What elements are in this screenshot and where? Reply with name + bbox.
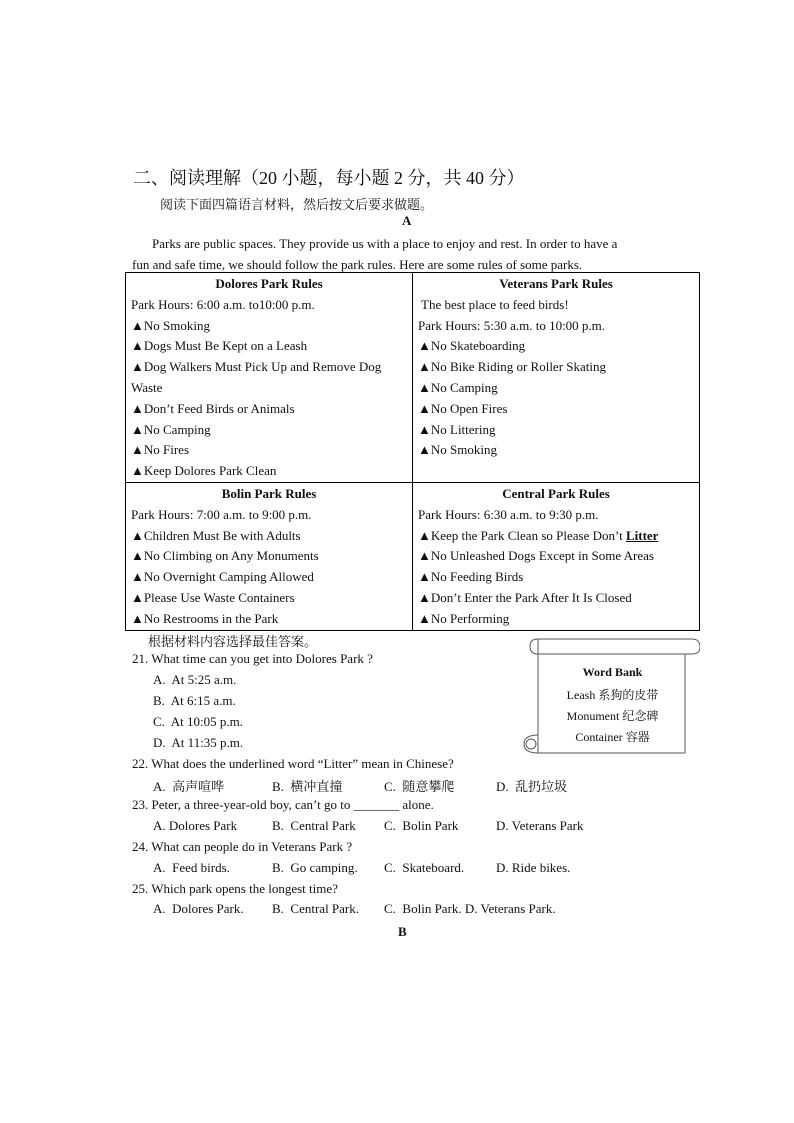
- central-park-cell: [413, 482, 700, 630]
- rule-line: ▲No Bike Riding or Roller Skating: [418, 359, 606, 375]
- rule-line: ▲No Camping: [418, 379, 498, 395]
- rule-line: ▲No Feeding Birds: [418, 569, 524, 585]
- passage-a-letter: A: [402, 213, 412, 228]
- rule-line: ▲No Restrooms in the Park: [131, 610, 279, 626]
- veterans-park-cell: [413, 273, 700, 483]
- question-22-option-a[interactable]: A. 高声喧哗: [153, 779, 225, 794]
- rule-line: ▲Dogs Must Be Kept on a Leash: [131, 338, 308, 354]
- question-23-stem: 23. Peter, a three-year-old boy, can’t go to _______ alone.: [132, 797, 434, 812]
- rule-line: ▲Dog Walkers Must Pick Up and Remove Dog: [131, 359, 382, 375]
- passage-b-letter: B: [398, 924, 407, 939]
- rule-line: ▲Don’t Enter the Park After It Is Closed: [418, 589, 632, 605]
- question-24-stem: 24. What can people do in Veterans Park ?: [132, 839, 353, 854]
- rule-line: Park Hours: 5:30 a.m. to 10:00 p.m.: [418, 317, 606, 333]
- park-rules-table: [125, 272, 700, 631]
- bolin-park-title: Bolin Park Rules: [221, 485, 317, 501]
- rule-line: Waste: [131, 379, 163, 395]
- question-24-option-d[interactable]: D. Ride bikes.: [496, 860, 571, 875]
- question-21-option-d[interactable]: D. At 11:35 p.m.: [153, 735, 244, 750]
- question-21-option-a[interactable]: A. At 5:25 a.m.: [153, 672, 237, 687]
- underlined-word-litter: Litter: [625, 527, 659, 543]
- rule-line: ▲Please Use Waste Containers: [131, 589, 295, 605]
- question-21-option-b[interactable]: B. At 6:15 a.m.: [153, 693, 236, 708]
- question-24-option-c[interactable]: C. Skateboard.: [384, 860, 465, 875]
- litter-rule-prefix: ▲Keep the Park Clean so Please Don’t: [418, 527, 626, 543]
- dolores-park-title: Dolores Park Rules: [215, 276, 323, 291]
- rule-line: ▲No Fires: [131, 442, 190, 458]
- question-22-option-c[interactable]: C. 随意攀爬: [384, 779, 455, 794]
- rule-line: Park Hours: 6:30 a.m. to 9:30 p.m.: [418, 506, 599, 522]
- passage-a-intro: [132, 233, 677, 275]
- word-bank-item: Container 容器: [575, 730, 650, 744]
- word-bank-item: Monument 纪念碑: [566, 709, 659, 723]
- rule-line: ▲No Open Fires: [418, 400, 508, 416]
- rule-line: ▲No Climbing on Any Monuments: [131, 548, 319, 564]
- question-21-option-c[interactable]: C. At 10:05 p.m.: [153, 714, 243, 729]
- rule-line: ▲No Littering: [418, 421, 496, 437]
- question-25-option-b[interactable]: B. Central Park.: [272, 901, 360, 916]
- rule-line: Park Hours: 7:00 a.m. to 9:00 p.m.: [131, 506, 312, 522]
- rule-line: Park Hours: 6:00 a.m. to10:00 p.m.: [131, 296, 315, 312]
- question-24-option-a[interactable]: A. Feed birds.: [153, 860, 230, 875]
- rule-line: ▲No Smoking: [131, 317, 210, 333]
- rule-line: ▲Children Must Be with Adults: [131, 527, 301, 543]
- bolin-park-cell: [126, 482, 413, 630]
- question-22-stem: 22. What does the underlined word “Litter” mean in Chinese?: [132, 756, 454, 771]
- answer-instruction: 根据材料内容选择最佳答案。: [148, 634, 318, 649]
- rule-line: The best place to feed birds!: [418, 296, 569, 312]
- question-23-option-d[interactable]: D. Veterans Park: [496, 818, 584, 833]
- rule-line: ▲No Camping: [131, 421, 211, 437]
- veterans-park-title: Veterans Park Rules: [499, 276, 613, 291]
- question-23-option-c[interactable]: C. Bolin Park: [384, 818, 459, 833]
- question-25-option-a[interactable]: A. Dolores Park.: [153, 901, 244, 916]
- rule-line: ▲Keep Dolores Park Clean: [131, 463, 277, 479]
- reading-instruction: 阅读下面四篇语言材料，然后按文后要求做题。: [160, 197, 434, 212]
- rule-line: [418, 526, 694, 547]
- central-park-title: Central Park Rules: [502, 485, 610, 501]
- rule-line: ▲No Performing: [418, 610, 510, 626]
- rule-line: ▲No Skateboarding: [418, 338, 526, 354]
- rule-line: ▲No Smoking: [418, 442, 497, 458]
- question-23-option-a[interactable]: A. Dolores Park: [153, 818, 238, 833]
- question-23-option-b[interactable]: B. Central Park: [272, 818, 356, 833]
- intro-line-2: fun and safe time, we should follow the park rules. Here are some rules of some parks.: [132, 257, 583, 272]
- word-bank-title: Word Bank: [582, 665, 643, 679]
- rule-line: ▲No Unleashed Dogs Except in Some Areas: [418, 548, 654, 564]
- question-25-stem: 25. Which park opens the longest time?: [132, 881, 338, 896]
- question-21-stem: 21. What time can you get into Dolores Park ?: [132, 651, 373, 666]
- question-22-option-d[interactable]: D. 乱扔垃圾: [496, 779, 568, 794]
- rule-line: ▲No Overnight Camping Allowed: [131, 569, 314, 585]
- intro-line-1: Parks are public spaces. They provide us with a place to enjoy and rest. In order to have a: [152, 236, 618, 251]
- question-25-option-cd[interactable]: C. Bolin Park. D. Veterans Park.: [384, 901, 556, 916]
- rule-line: ▲Don’t Feed Birds or Animals: [131, 400, 295, 416]
- section-title: 二、阅读理解（20 小题，每小题 2 分，共 40 分）: [133, 168, 525, 188]
- dolores-park-cell: [126, 273, 413, 483]
- question-24-option-b[interactable]: B. Go camping.: [272, 860, 358, 875]
- word-bank-item: Leash 系狗的皮带: [566, 688, 659, 702]
- question-22-option-b[interactable]: B. 横冲直撞: [272, 779, 343, 794]
